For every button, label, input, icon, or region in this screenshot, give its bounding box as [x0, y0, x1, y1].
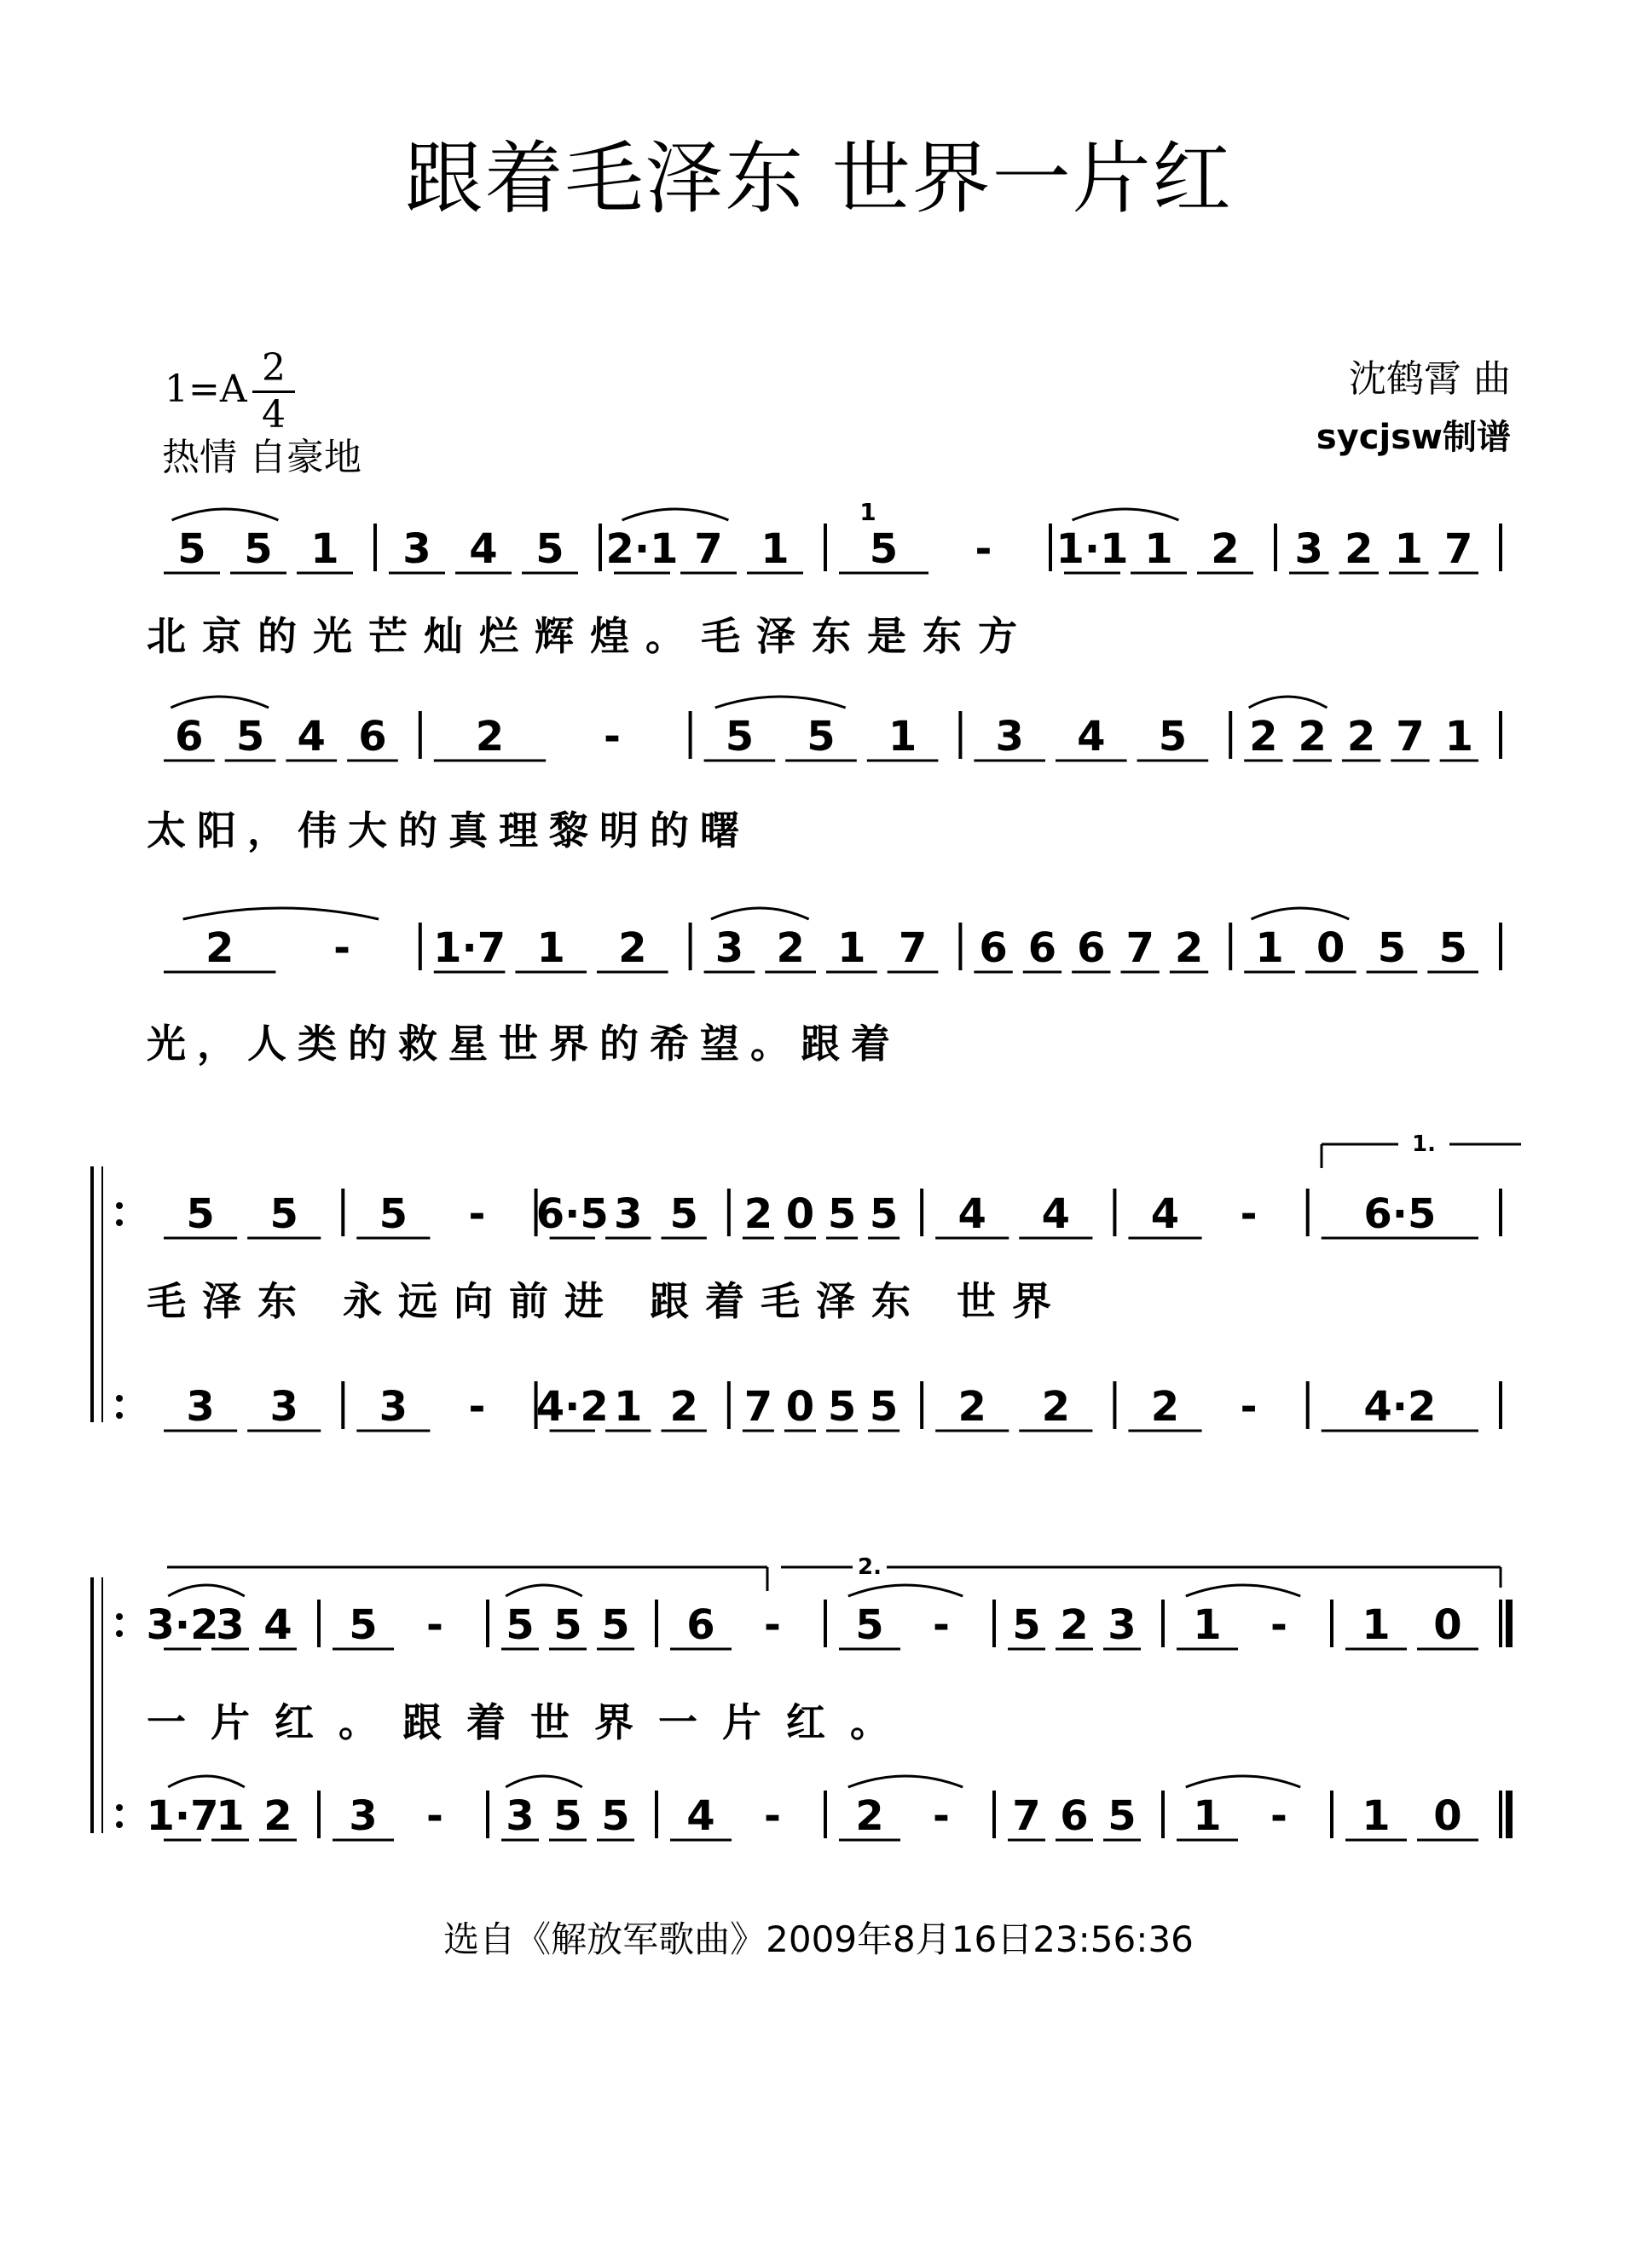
note: 1: [310, 525, 339, 573]
repeat-dot: [116, 1821, 123, 1828]
note: 4: [1041, 1190, 1071, 1238]
note: 2: [669, 1383, 698, 1431]
slur: [183, 908, 379, 919]
note: 1·1: [1056, 525, 1129, 573]
slur: [1186, 1776, 1300, 1787]
note: 1: [1394, 525, 1423, 573]
lyrics-line-4: 毛泽东 永远向前进 跟着毛泽东 世界: [147, 1278, 1068, 1324]
note: 0: [1433, 1601, 1462, 1649]
key-signature: 1=A: [165, 367, 247, 411]
slur: [715, 697, 846, 708]
note: 5: [601, 1792, 630, 1840]
note: 5: [235, 713, 265, 761]
repeat-dot: [116, 1630, 123, 1637]
note: 4: [686, 1792, 715, 1840]
note: 0: [1316, 924, 1345, 972]
note: 3: [714, 924, 744, 972]
slur: [711, 908, 809, 919]
grace-note: 1: [859, 498, 876, 526]
note: 1: [1193, 1792, 1222, 1840]
slur: [171, 697, 269, 708]
note: 5: [553, 1601, 582, 1649]
repeat-dot: [116, 1395, 123, 1402]
note: 5: [725, 713, 755, 761]
note: 1: [1362, 1792, 1391, 1840]
note: 2: [205, 924, 234, 972]
note: 4: [1150, 1190, 1180, 1238]
note: -: [1240, 1190, 1258, 1238]
note: 2: [957, 1383, 986, 1431]
note: 3: [349, 1792, 378, 1840]
note: 4: [469, 525, 498, 573]
note: 6: [1027, 924, 1057, 972]
note: 4·2: [1363, 1383, 1437, 1431]
note: 1: [837, 924, 866, 972]
note: 3: [506, 1792, 535, 1840]
note: 6: [1060, 1792, 1089, 1840]
note: -: [975, 525, 992, 573]
note: 2: [1211, 525, 1240, 573]
volta-label: 2.: [858, 1554, 882, 1580]
note: 3: [186, 1383, 215, 1431]
note: -: [603, 713, 621, 761]
slur: [848, 1585, 963, 1596]
transcriber-credit: sycjsw制谱: [1316, 418, 1511, 457]
note: -: [468, 1190, 486, 1238]
repeat-dot: [116, 1613, 123, 1620]
note: 5: [506, 1601, 535, 1649]
note: 2: [776, 924, 805, 972]
note: 1: [1144, 525, 1173, 573]
note: 6: [1077, 924, 1106, 972]
slur: [506, 1776, 582, 1787]
note: 2: [743, 1190, 773, 1238]
note: -: [933, 1601, 950, 1649]
tempo-marking: 热情 自豪地: [162, 436, 362, 479]
note: -: [426, 1792, 443, 1840]
note: 3: [379, 1383, 408, 1431]
time-signature-denominator: 4: [262, 393, 286, 437]
note: 3: [269, 1383, 298, 1431]
note: 5: [177, 525, 206, 573]
note: -: [1270, 1601, 1287, 1649]
slur: [622, 509, 729, 520]
slur: [1249, 697, 1328, 708]
note: 4: [1077, 713, 1106, 761]
note: 0: [1433, 1792, 1462, 1840]
note: -: [764, 1601, 781, 1649]
slur: [1186, 1585, 1300, 1596]
note: 1: [1444, 713, 1474, 761]
slur: [1252, 908, 1350, 919]
volta-label: 1.: [1412, 1131, 1436, 1157]
repeat-dot: [116, 1804, 123, 1811]
note: 5: [1438, 924, 1467, 972]
note: 2: [1150, 1383, 1180, 1431]
slur: [848, 1776, 963, 1787]
note: 5: [601, 1601, 630, 1649]
slur: [172, 509, 279, 520]
note: 5: [827, 1190, 857, 1238]
note: 2: [1041, 1383, 1071, 1431]
note: 3: [1108, 1601, 1137, 1649]
note: 4·2: [535, 1383, 609, 1431]
note: 1: [761, 525, 790, 573]
repeat-dot: [116, 1202, 123, 1209]
note: 5: [186, 1190, 215, 1238]
note: 6: [358, 713, 387, 761]
note: 6·5: [1363, 1190, 1437, 1238]
note: 2: [1298, 713, 1327, 761]
note: 7: [1125, 924, 1154, 972]
note: 4: [297, 713, 326, 761]
note: 2: [1249, 713, 1278, 761]
note: 3: [1294, 525, 1323, 573]
note: 4: [263, 1601, 292, 1649]
lyrics-line-5: 一片红。跟着世界一片红。: [147, 1699, 914, 1745]
note: 5: [535, 525, 564, 573]
note: 1·7: [146, 1792, 219, 1840]
note: 3: [995, 713, 1024, 761]
note: 2: [263, 1792, 292, 1840]
note: 5: [869, 525, 899, 573]
note: 1·7: [433, 924, 506, 972]
note: 6·5: [535, 1190, 609, 1238]
note: 5: [1108, 1792, 1137, 1840]
note: 2: [1060, 1601, 1089, 1649]
note: 6: [686, 1601, 715, 1649]
source-footer: 选自《解放军歌曲》2009年8月16日23:56:36: [443, 1918, 1194, 1960]
note: 1: [1362, 1601, 1391, 1649]
time-signature-numerator: 2: [262, 346, 286, 390]
note: 7: [1444, 525, 1473, 573]
lyrics-line-2: 太阳，伟大的真理黎明的曙: [147, 807, 750, 853]
slur: [168, 1776, 245, 1787]
note: 5: [553, 1792, 582, 1840]
note: 7: [1012, 1792, 1041, 1840]
note: 5: [669, 1190, 698, 1238]
note: 4: [957, 1190, 986, 1238]
note: 3: [402, 525, 431, 573]
slur: [1073, 509, 1179, 520]
composer-credit: 沈鹤霄 曲: [1349, 357, 1511, 401]
note: 7: [694, 525, 723, 573]
note: 5: [807, 713, 836, 761]
note: 3·2: [146, 1601, 219, 1649]
note: 5: [1158, 713, 1188, 761]
lyrics-line-1: 北京的光芒灿烂辉煌。毛泽东是东方: [147, 613, 1033, 659]
note: 2·1: [605, 525, 679, 573]
note: 5: [244, 525, 273, 573]
note: 1: [536, 924, 565, 972]
note: 0: [785, 1383, 815, 1431]
note: 5: [869, 1383, 899, 1431]
note: 5: [1377, 924, 1407, 972]
note: 1: [1193, 1601, 1222, 1649]
lyrics-line-3: 光，人类的救星世界的希望。跟着: [147, 1021, 901, 1067]
slur: [168, 1585, 245, 1596]
note: 6: [175, 713, 204, 761]
repeat-dot: [116, 1412, 123, 1419]
note: 5: [855, 1601, 884, 1649]
page-title: 跟着毛泽东 世界一片红: [404, 133, 1233, 224]
note: 5: [869, 1190, 899, 1238]
note: 1: [888, 713, 917, 761]
note: -: [333, 924, 351, 972]
note: 2: [855, 1792, 884, 1840]
note: 7: [898, 924, 928, 972]
note: 1: [614, 1383, 643, 1431]
repeat-dot: [116, 1219, 123, 1226]
note: 1: [1255, 924, 1284, 972]
note: 5: [827, 1383, 857, 1431]
note: 0: [785, 1190, 815, 1238]
note: 3: [614, 1190, 643, 1238]
note: -: [468, 1383, 486, 1431]
note: 5: [349, 1601, 378, 1649]
note: 6: [979, 924, 1008, 972]
note: 5: [1012, 1601, 1041, 1649]
note: 7: [743, 1383, 773, 1431]
note: 5: [269, 1190, 298, 1238]
note: 1: [216, 1792, 245, 1840]
note: 5: [379, 1190, 408, 1238]
note: 2: [1346, 713, 1376, 761]
note: 3: [216, 1601, 245, 1649]
note: -: [764, 1792, 781, 1840]
note: 2: [618, 924, 647, 972]
note: 2: [1174, 924, 1204, 972]
note: 2: [1345, 525, 1374, 573]
note: 7: [1396, 713, 1425, 761]
note: -: [1270, 1792, 1287, 1840]
note: -: [933, 1792, 950, 1840]
note: -: [426, 1601, 443, 1649]
note: 2: [475, 713, 505, 761]
note: -: [1240, 1383, 1258, 1431]
slur: [506, 1585, 582, 1596]
